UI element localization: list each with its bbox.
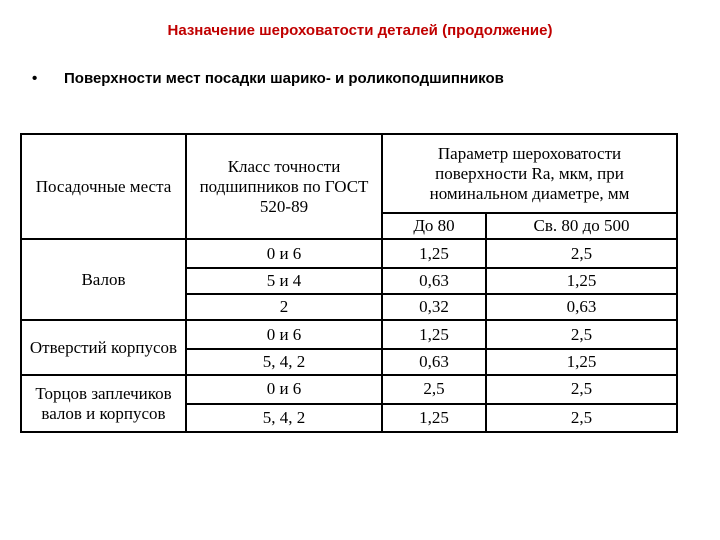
class-cell: 5, 4, 2	[186, 404, 382, 432]
place-shoulder-line2: валов и корпусов	[41, 403, 166, 423]
place-shoulder-line1: Торцов заплечиков	[35, 383, 172, 403]
ra-up-to-80-cell: 0,63	[382, 349, 486, 375]
table-row	[21, 239, 677, 267]
ra-up-to-80-cell: 1,25	[382, 239, 486, 267]
class-cell: 0 и 6	[186, 320, 382, 348]
header-precision-line3: 520-89	[259, 196, 309, 216]
place-cell-shoulder-faces	[21, 375, 186, 432]
header-roughness-line2: поверхности Ra, мкм, при	[435, 163, 624, 183]
header-roughness-line1: Параметр шероховатости	[437, 143, 622, 163]
ra-80-to-500-cell: 2,5	[486, 404, 677, 432]
ra-up-to-80-cell: 0,32	[382, 294, 486, 320]
header-precision-line2: подшипников по ГОСТ	[199, 176, 369, 196]
table-header-row	[21, 134, 677, 213]
ra-up-to-80-cell: 1,25	[382, 320, 486, 348]
class-cell: 0 и 6	[186, 375, 382, 403]
ra-80-to-500-cell: 1,25	[486, 349, 677, 375]
table-row	[21, 320, 677, 348]
ra-up-to-80-cell: 1,25	[382, 404, 486, 432]
ra-80-to-500-cell: 1,25	[486, 268, 677, 294]
subheader-80-to-500: Св. 80 до 500	[486, 213, 677, 239]
header-seating-places	[21, 134, 186, 239]
ra-up-to-80-cell: 2,5	[382, 375, 486, 403]
header-precision-line1: Класс точности	[227, 156, 341, 176]
header-roughness-line3: номинальном диаметре, мм	[429, 183, 630, 203]
class-cell: 2	[186, 294, 382, 320]
subheader-up-to-80: До 80	[382, 213, 486, 239]
place-cell-housing-bores: Отверстий корпусов	[21, 320, 186, 375]
bullet-text: Поверхности мест посадки шарико- и роликоподшипников	[64, 70, 504, 87]
header-seating-places-text: Посадочные места	[35, 176, 172, 196]
table-row	[21, 375, 677, 403]
class-cell: 5 и 4	[186, 268, 382, 294]
ra-up-to-80-cell: 0,63	[382, 268, 486, 294]
header-roughness-parameter	[382, 134, 677, 213]
header-precision-class	[186, 134, 382, 239]
ra-80-to-500-cell: 2,5	[486, 239, 677, 267]
ra-80-to-500-cell: 2,5	[486, 375, 677, 403]
ra-80-to-500-cell: 0,63	[486, 294, 677, 320]
bullet-symbol: •	[32, 70, 38, 87]
roughness-table	[20, 133, 678, 433]
place-cell-shafts: Валов	[21, 239, 186, 320]
ra-80-to-500-cell: 2,5	[486, 320, 677, 348]
bullet-item	[32, 70, 504, 87]
class-cell: 0 и 6	[186, 239, 382, 267]
class-cell: 5, 4, 2	[186, 349, 382, 375]
slide-title: Назначение шероховатости деталей (продолжение)	[167, 22, 553, 39]
